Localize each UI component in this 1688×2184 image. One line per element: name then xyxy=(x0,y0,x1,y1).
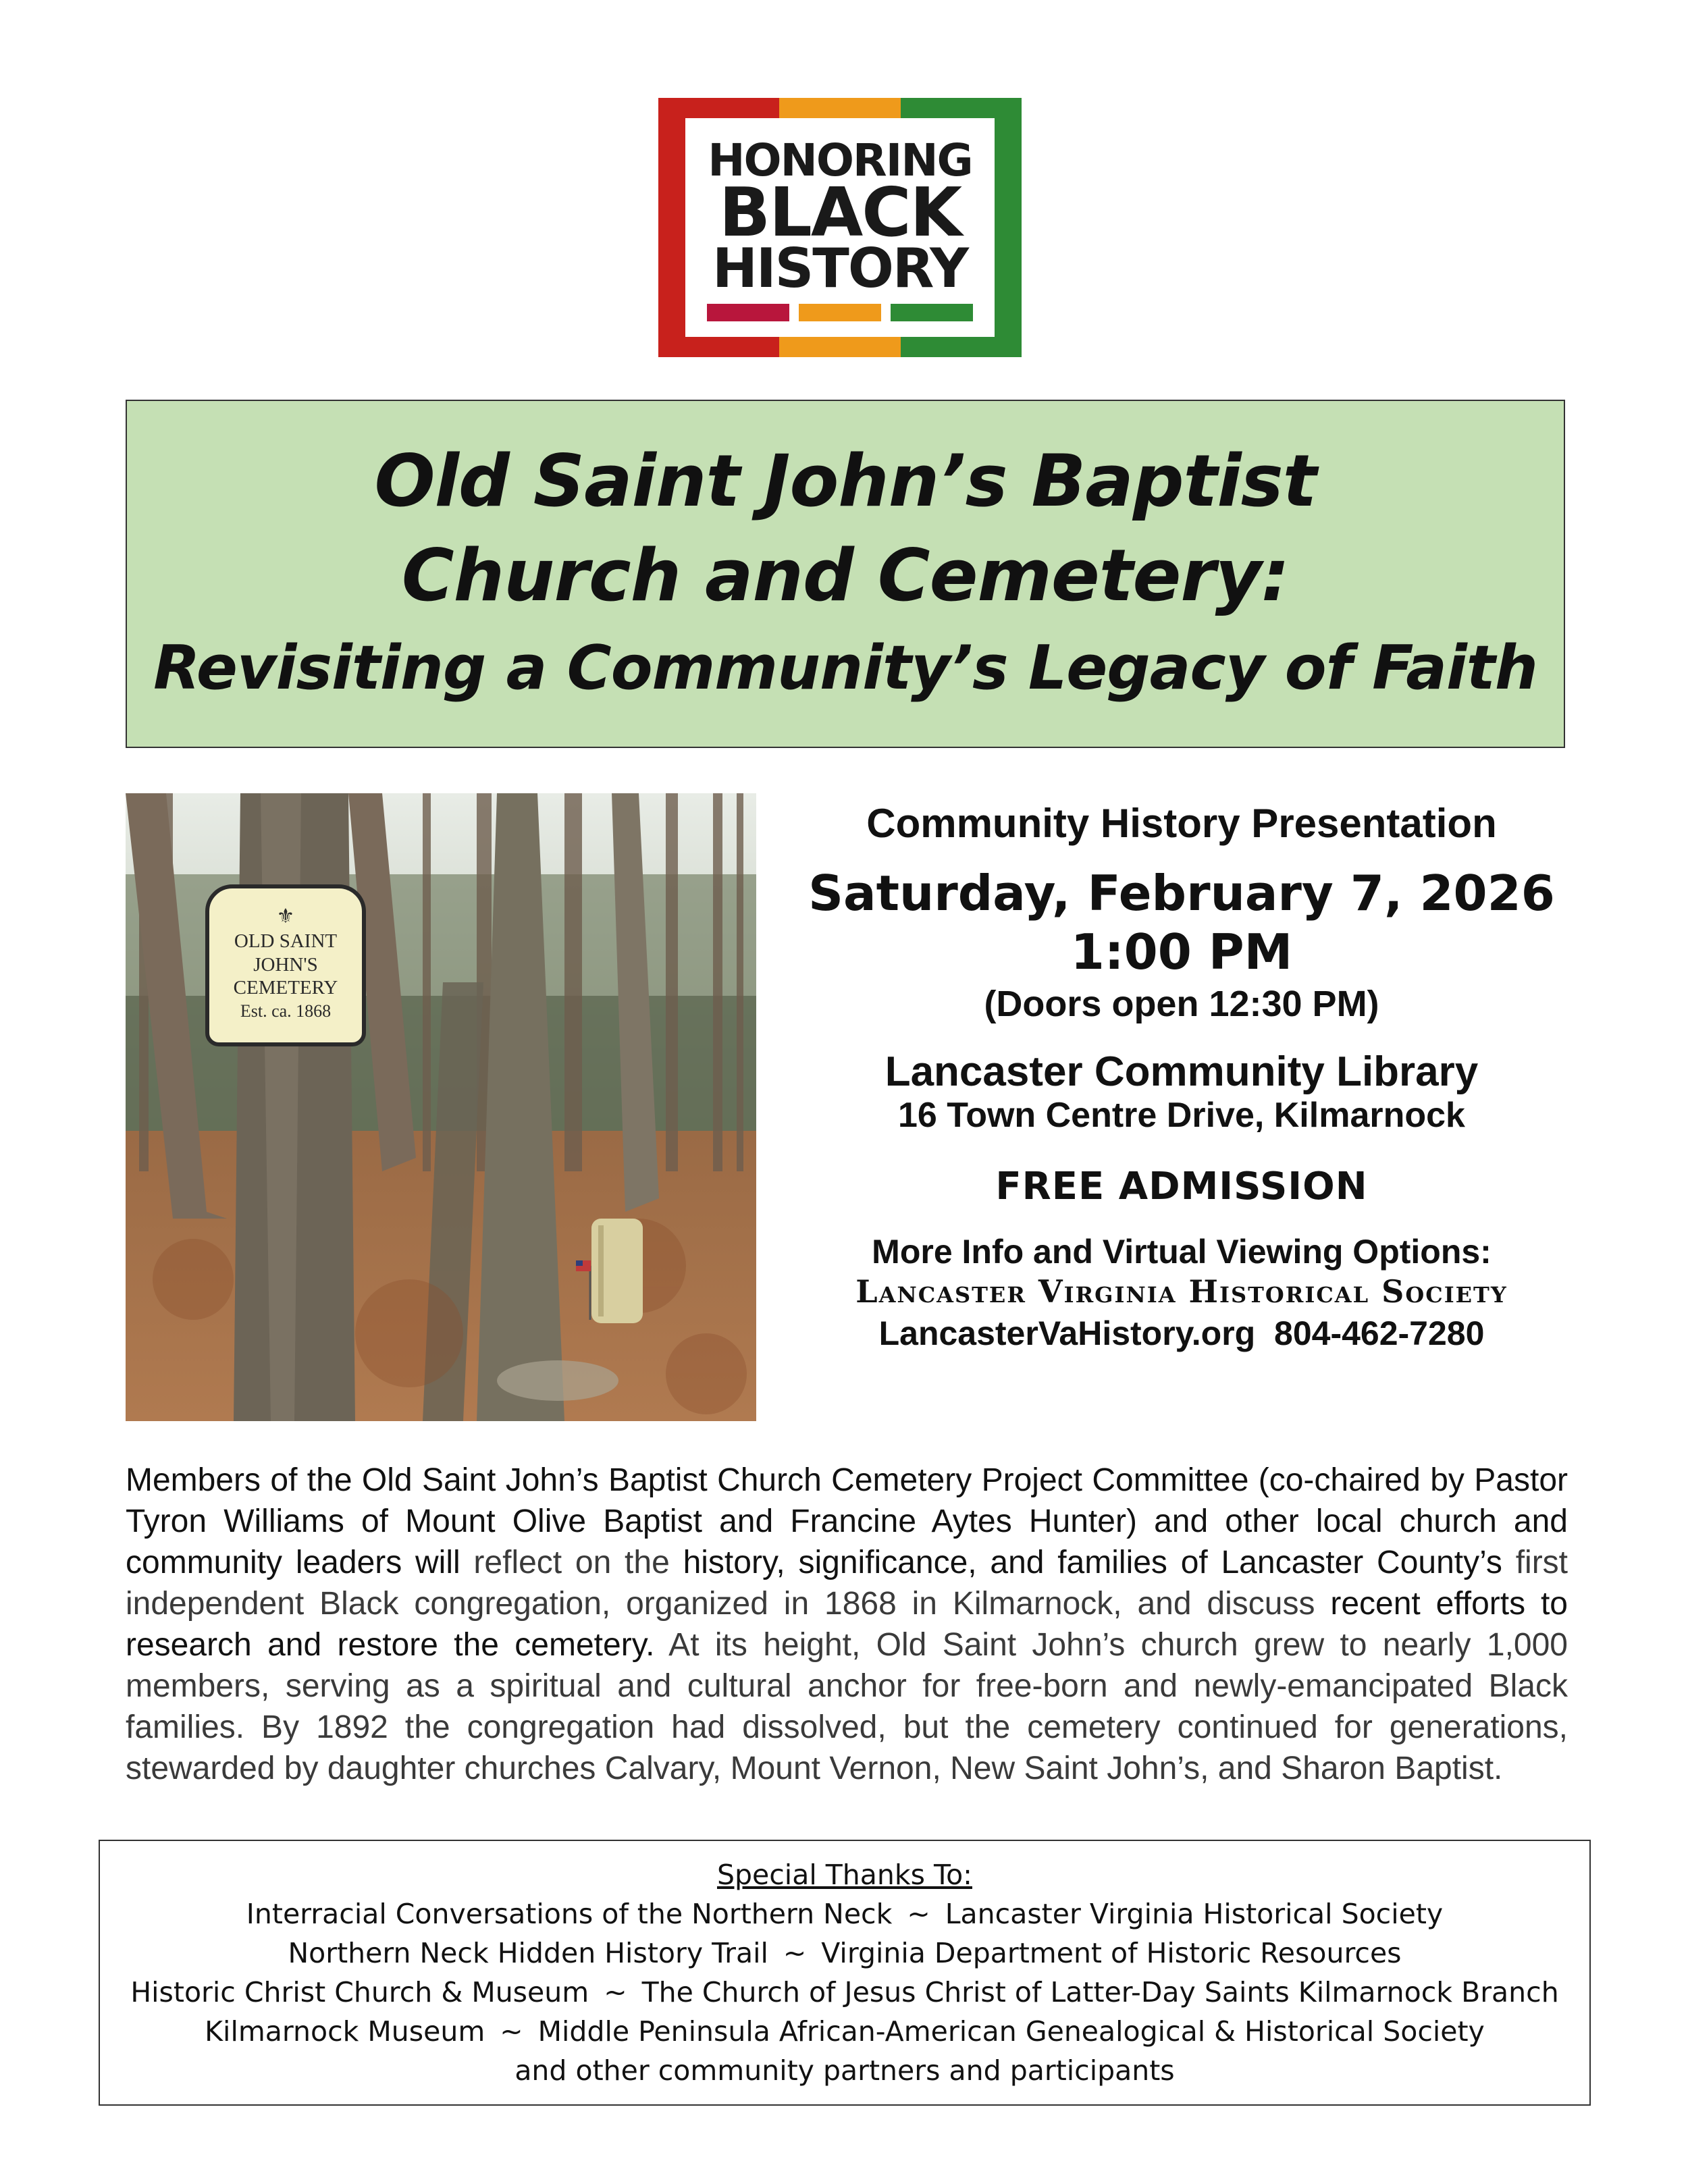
logo-top-stripes xyxy=(658,98,1022,118)
description-part-5: recent efforts to research and restore the cemetery. xyxy=(126,1586,1568,1663)
event-time: 1:00 PM xyxy=(1070,923,1293,980)
thanks-partner: Northern Neck Hidden History Trail xyxy=(288,1937,768,1969)
fleur-de-lis-icon: ⚜ xyxy=(276,905,295,928)
thanks-separator: ~ xyxy=(604,1976,627,2008)
logo-color-bars xyxy=(707,304,973,321)
thanks-heading: Special Thanks To: xyxy=(716,1859,972,1891)
thanks-partner: Virginia Department of Historic Resources xyxy=(821,1937,1402,1969)
event-subtitle: Community History Presentation xyxy=(866,801,1497,846)
sign-line-1: OLD SAINT xyxy=(234,930,338,953)
thanks-separator: ~ xyxy=(907,1898,930,1930)
description-part-2: reflect on the xyxy=(460,1545,683,1580)
title-line-1: Old Saint John’s Baptist xyxy=(374,439,1317,523)
thanks-partner: Interracial Conversations of the Northern Neck xyxy=(246,1898,893,1930)
website-link[interactable]: LancasterVaHistory.org xyxy=(878,1314,1256,1353)
event-venue: Lancaster Community Library xyxy=(885,1048,1479,1095)
thanks-partner: Historic Christ Church & Museum xyxy=(130,1976,589,2008)
special-thanks-box xyxy=(99,1840,1591,2106)
thanks-partner: Kilmarnock Museum xyxy=(205,2015,485,2048)
thanks-partner: Lancaster Virginia Historical Society xyxy=(945,1898,1444,1930)
sign-line-4: Est. ca. 1868 xyxy=(240,1001,332,1021)
event-doors-open: (Doors open 12:30 PM) xyxy=(984,983,1379,1024)
logo-text-black: BLACK xyxy=(718,172,961,252)
thanks-separator: ~ xyxy=(500,2015,523,2048)
phone-number: 804-462-7280 xyxy=(1274,1314,1485,1353)
thanks-row-3 xyxy=(130,1973,1558,2012)
admission-badge: FREE ADMISSION xyxy=(995,1164,1368,1208)
description-part-3: history, significance, and families of Lancaster County’s xyxy=(683,1545,1502,1580)
event-date: Saturday, February 7, 2026 xyxy=(808,865,1555,922)
thanks-partner: The Church of Jesus Christ of Latter-Day Saints Kilmarnock Branch xyxy=(641,1976,1559,2008)
honoring-black-history-logo xyxy=(658,98,1022,357)
sign-line-2: JOHN'S xyxy=(253,953,318,976)
thanks-row-2 xyxy=(288,1934,1401,1973)
description-part-4: first independent Black congregation, organized in 1868 in Kilmarnock, and discuss xyxy=(126,1545,1568,1622)
event-title-box xyxy=(126,400,1565,748)
thanks-row-4 xyxy=(205,2012,1485,2051)
title-line-2: Church and Cemetery: xyxy=(401,533,1290,617)
sign-line-3: CEMETERY xyxy=(233,976,338,998)
thanks-partner: Middle Peninsula African-American Genealogical & Historical Society xyxy=(537,2015,1485,2048)
society-name: Lancaster Virginia Historical Society xyxy=(855,1273,1508,1310)
event-info xyxy=(776,793,1587,1356)
thanks-row-5: and other community partners and participants xyxy=(515,2054,1175,2087)
contact-line xyxy=(776,1312,1587,1356)
event-description xyxy=(126,1460,1568,1789)
logo-text-honoring: HONORING xyxy=(708,134,972,186)
description-part-6: At its height, Old Saint John’s church grew to nearly 1,000 members, serving as a spiritual and cultural anchor for free-born and newly-emancipated Black families. By 1892 the congregation had dissolved, but the cemetery continued for generations, stewarded by daughter churches Calvary, Mount Vernon, New Saint John’s, and Sharon Baptist. xyxy=(126,1627,1568,1786)
more-info-label: More Info and Virtual Viewing Options: xyxy=(872,1232,1492,1271)
thanks-separator: ~ xyxy=(783,1937,807,1969)
title-subtitle: Revisiting a Community’s Legacy of Faith xyxy=(153,633,1537,704)
cemetery-sign xyxy=(205,884,366,1046)
cemetery-photo xyxy=(126,793,756,1421)
description-part-1: Members of the Old Saint John’s Baptist Church Cemetery Project Committee (co-chaired by Pastor Tyron Williams of Mount Olive Baptist and Francine Aytes Hunter) and other local church and community leaders will xyxy=(126,1462,1568,1580)
logo-bottom-stripes xyxy=(658,337,1022,357)
logo-text-history: HISTORY xyxy=(712,236,968,300)
thanks-row-1 xyxy=(246,1894,1443,1934)
event-address: 16 Town Centre Drive, Kilmarnock xyxy=(898,1095,1465,1135)
